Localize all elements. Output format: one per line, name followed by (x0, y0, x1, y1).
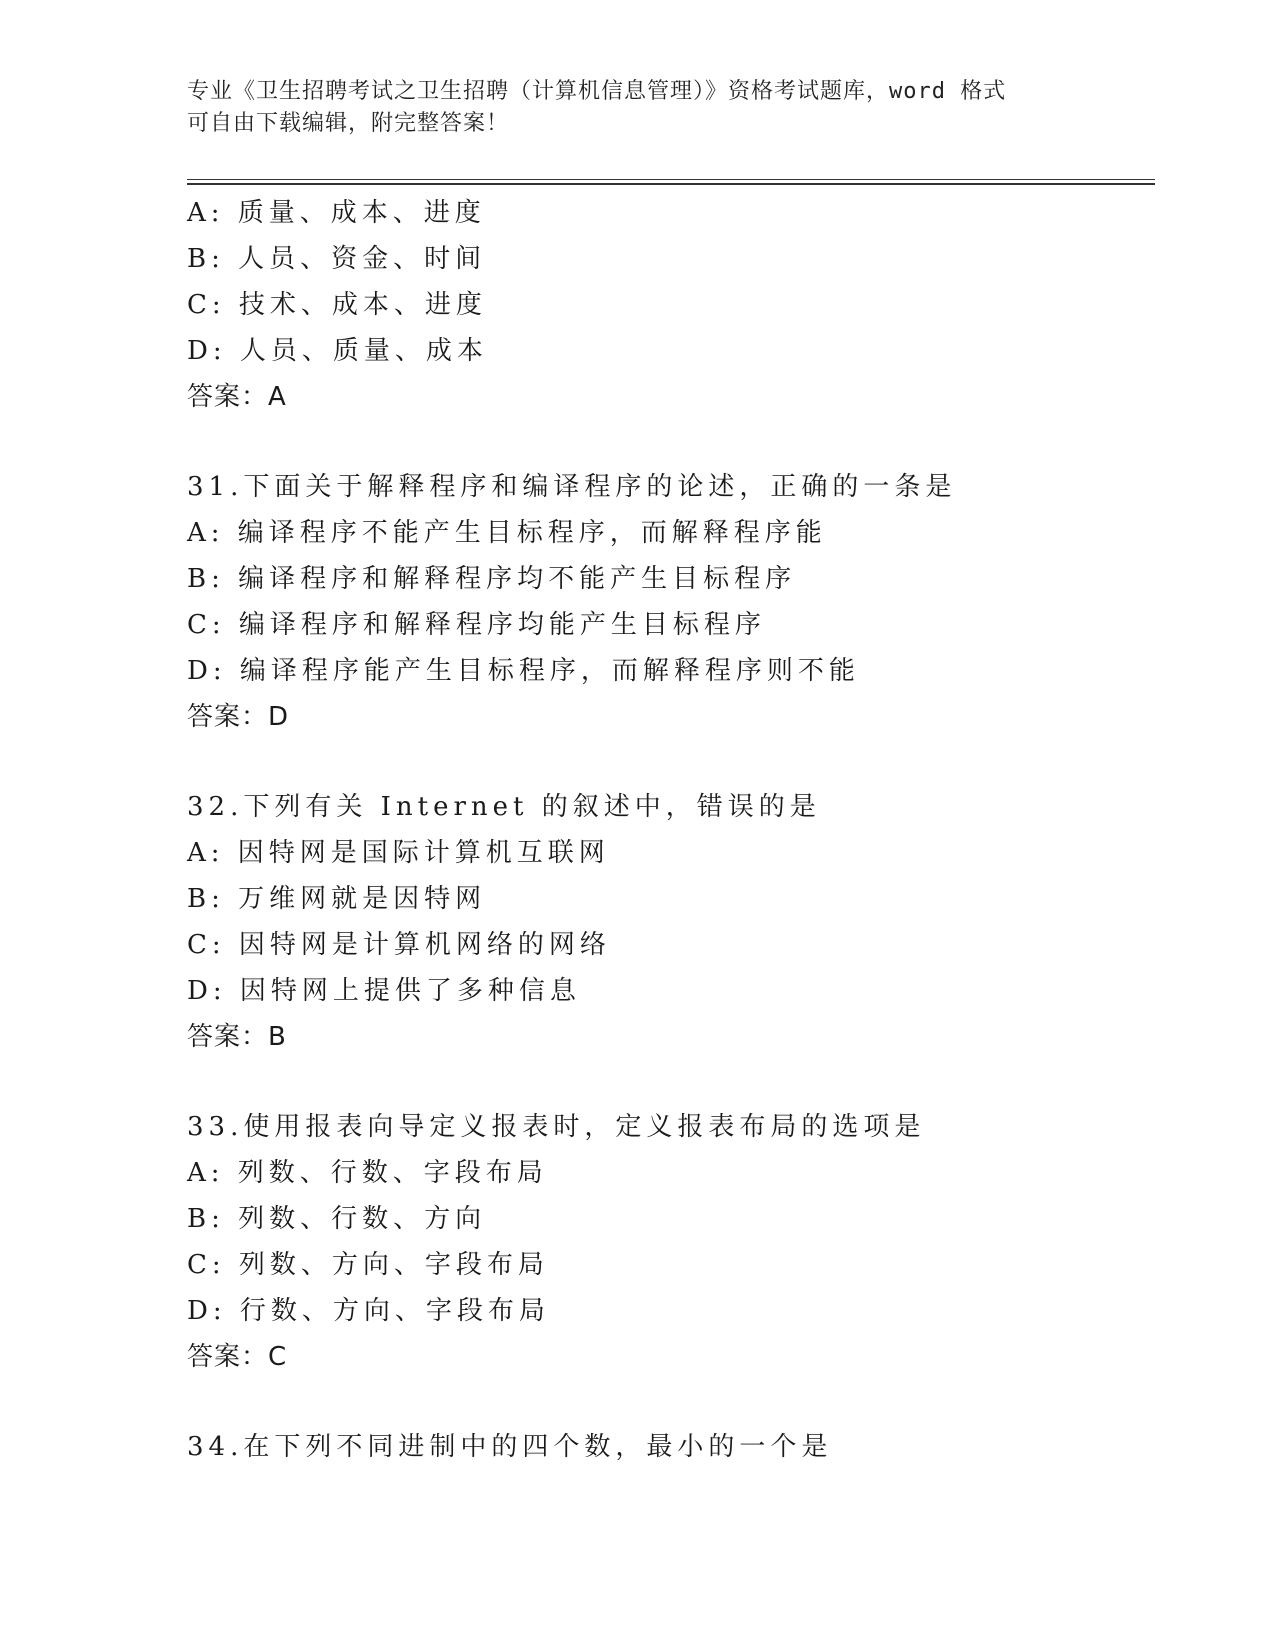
option-c: C: 因特网是计算机网络的网络 (187, 930, 611, 960)
question-33 (187, 1104, 1167, 1380)
answer: 答案：D (187, 702, 290, 732)
header-line-2: 可自由下载编辑，附完整答案！ (187, 111, 510, 136)
document-header (187, 76, 1087, 140)
header-line-1: 专业《卫生招聘考试之卫生招聘（计算机信息管理）》资格考试题库，word 格式 (187, 79, 1007, 104)
option-b: B: 万维网就是因特网 (187, 884, 487, 914)
question-31 (187, 464, 1167, 740)
header-rule-thick (187, 183, 1155, 185)
option-b: B: 编译程序和解释程序均不能产生目标程序 (187, 564, 797, 594)
option-b: B: 人员、资金、时间 (187, 244, 487, 274)
question-list (187, 190, 1167, 1470)
question-stem: 32.下列有关 Internet 的叙述中，错误的是 (187, 792, 821, 822)
option-c: C: 编译程序和解释程序均能产生目标程序 (187, 610, 766, 640)
option-d: D: 行数、方向、字段布局 (187, 1296, 550, 1326)
question-30-continued (187, 190, 1167, 420)
option-a: A: 列数、行数、字段布局 (187, 1158, 548, 1188)
answer: 答案：C (187, 1342, 288, 1372)
option-d: D: 因特网上提供了多种信息 (187, 976, 581, 1006)
answer: 答案：A (187, 382, 287, 412)
question-32 (187, 784, 1167, 1060)
option-c: C: 技术、成本、进度 (187, 290, 487, 320)
option-a: A: 因特网是国际计算机互联网 (187, 838, 610, 868)
header-rule-thin (187, 179, 1155, 180)
question-stem: 33.使用报表向导定义报表时，定义报表布局的选项是 (187, 1112, 926, 1142)
question-stem: 31.下面关于解释程序和编译程序的论述，正确的一条是 (187, 472, 957, 502)
option-a: A: 质量、成本、进度 (187, 198, 486, 228)
question-stem: 34.在下列不同进制中的四个数，最小的一个是 (187, 1432, 833, 1462)
option-c: C: 列数、方向、字段布局 (187, 1250, 549, 1280)
answer: 答案：B (187, 1022, 287, 1052)
option-a: A: 编译程序不能产生目标程序，而解释程序能 (187, 518, 827, 548)
question-34 (187, 1424, 1167, 1470)
option-d: D: 人员、质量、成本 (187, 336, 488, 366)
option-b: B: 列数、行数、方向 (187, 1204, 487, 1234)
option-d: D: 编译程序能产生目标程序，而解释程序则不能 (187, 656, 860, 686)
